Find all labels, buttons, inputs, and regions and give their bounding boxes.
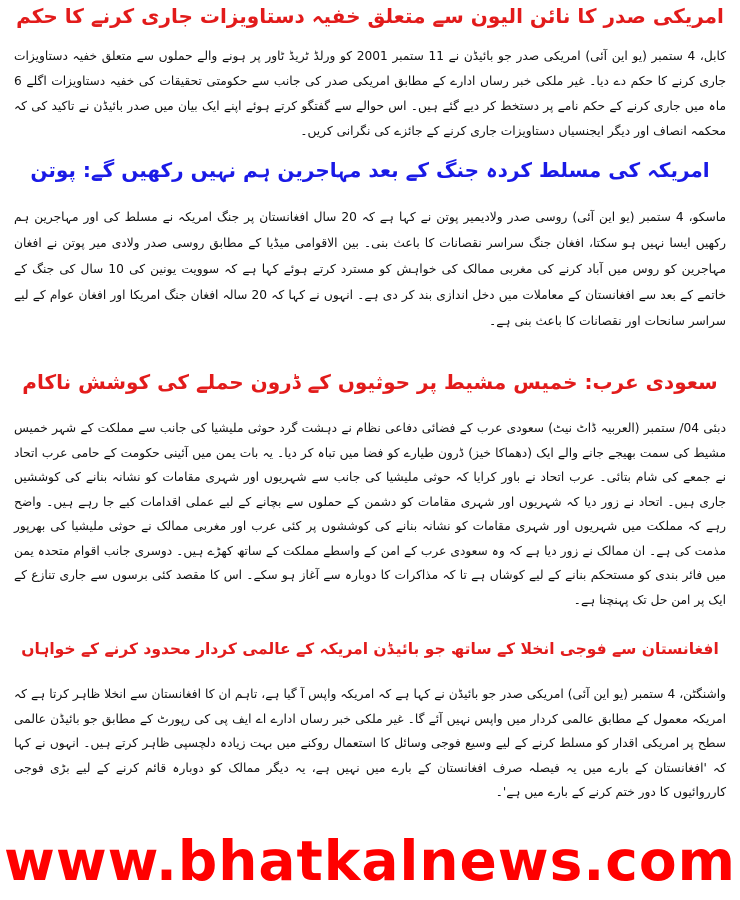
headline-biden-global-role: افغانستان سے فوجی انخلا کے ساتھ جو بائیڈن امریکہ کے عالمی کردار محدود کرنے کے خواہاں (21, 640, 719, 658)
headline-putin-refugees: امریکہ کی مسلط کردہ جنگ کے بعد مہاجرین ہم نہیں رکھیں گے: پوتن (30, 158, 710, 182)
article-putin-refugees (14, 158, 726, 334)
article-saudi-drone-attack (14, 370, 726, 612)
body-putin-refugees: ماسکو، 4 ستمبر (یو این آئی) روسی صدر ولادیمیر پوتن نے کہا ہے کہ 20 سال افغانستان پر جنگ امریکہ نے مسلط کی اور مہاجرین ہم رکھیں ایسا نہیں ہو سکتا، افغان جنگ سراسر نقصانات کا باعث بنی۔ بین الاقوامی میڈیا کے مطابق روسی صدر ولادی میر پوتن نے افغان مہاجرین کو روس میں آباد کرنے کی مغربی ممالک کی خواہش کو مسترد کرتے ہوئے کہا ہے کہ سوویت یونین کی 10 سال کی جنگ کے خاتمے کے بعد سے افغانستان کے معاملات میں دخل اندازی بند کر دی ہے۔ انہوں نے کہا کہ 20 سالہ افغان جنگ امریکا اور افغان عوام کے لیے سراسر سانحات اور نقصانات کا باعث بنی ہے۔ (14, 210, 726, 328)
body-biden-911-documents: کابل، 4 ستمبر (یو این آئی) امریکی صدر جو بائیڈن نے 11 ستمبر 2001 کو ورلڈ ٹریڈ ٹاور پر ہونے والے حملوں سے متعلق خفیہ دستاویزات جاری کرنے کا حکم دے دیا۔ غیر ملکی خبر رساں ادارے کے مطابق امریکی صدر کی جانب سے حکومتی تحقیقات کی خفیہ دستاویزات اگلے 6 ماہ میں جاری کرنے کے حکم نامے پر دستخط کر دیے گئے ہیں۔ اس حوالے سے گفتگو کرتے ہوئے اپنے ایک بیان میں صدر بائیڈن نے تاکید کی کہ محکمہ انصاف اور دیگر ایجنسیاں دستاویزات جاری کرنے کے جائزے کی نگرانی کریں۔ (14, 49, 726, 138)
body-saudi-drone-attack: دبئی 04/ ستمبر (العربیہ ڈاٹ نیٹ) سعودی عرب کے فضائی دفاعی نظام نے دہشت گرد حوثی ملیشیا کی جانب سے مملکت کے شہر خمیس مشیط کی سمت بھیجے جانے والے ایک (دھماکا خیز) ڈرون طیارے کو فضا میں تباہ کر دیا۔ یہ بات یمن میں آئینی حکومت کے حامی عرب اتحاد نے جمعے کی شام بتائی۔ عرب اتحاد نے باور کرایا کہ حوثی ملیشیا کی جانب سے شہریوں اور شہری مقامات کو نشانہ بنانے کی کوششیں جاری ہیں۔ اتحاد نے زور دیا کہ شہریوں اور شہری مقامات کو دشمن کے حملوں سے بچانے کے لیے عملی اقدامات کیے جا رہے ہیں۔ واضح رہے کہ مملکت میں شہریوں اور شہری مقامات کو نشانہ بنانے کی کوششوں پر کئی عرب اور مغربی ممالک نے حوثی ملیشیا کی بھرپور مذمت کی ہے۔ ان ممالک نے زور دیا ہے کہ وہ سعودی عرب کے امن کے واسطے مملکت کے ساتھ کھڑے ہیں۔ دوسری جانب اقوام متحدہ یمن میں فائر بندی کو مستحکم بنانے کے لیے کوشاں ہے تا کہ مذاکرات کا دوبارہ سے آغاز ہو سکے۔ اس کا مقصد کئی برسوں سے جاری تنازع کے ایک پر امن حل تک پہنچنا ہے۔ (14, 421, 726, 607)
headline-saudi-drone-attack: سعودی عرب: خمیس مشیط پر حوثیوں کے ڈرون حملے کی کوشش ناکام (22, 370, 718, 394)
article-biden-global-role (14, 640, 726, 805)
article-biden-911-documents (14, 0, 726, 144)
headline-biden-911-documents: امریکی صدر کا نائن الیون سے متعلق خفیہ دستاویزات جاری کرنے کا حکم (16, 4, 724, 28)
body-biden-global-role: واشنگٹن، 4 ستمبر (یو این آئی) امریکی صدر جو بائیڈن نے کہا ہے کہ امریکہ واپس آ گیا ہے، تاہم ان کا افغانستان سے انخلا ظاہر کرتا ہے کہ امریکہ معمول کے مطابق عالمی کردار میں واپس نہیں آئے گا۔ غیر ملکی خبر رساں ادارے اے ایف پی کی رپورٹ کے مطابق جو بائیڈن عالمی سطح پر امریکی اقدار کو مسلط کرنے کے لیے وسیع فوجی وسائل کا استعمال روکنے میں بہت زیادہ دلچسپی ظاہر کرتے ہیں۔ انہوں نے کہا کہ 'افغانستان کے بارے میں یہ فیصلہ صرف افغانستان کے بارے میں نہیں ہے، یہ دیگر ممالک کو دوبارہ قائم کرنے کے لیے بڑی فوجی کارروائیوں کا دور ختم کرنے کے بارے میں ہے'۔ (14, 687, 727, 799)
footer-website-url[interactable]: www.bhatkalnews.com (4, 829, 736, 893)
